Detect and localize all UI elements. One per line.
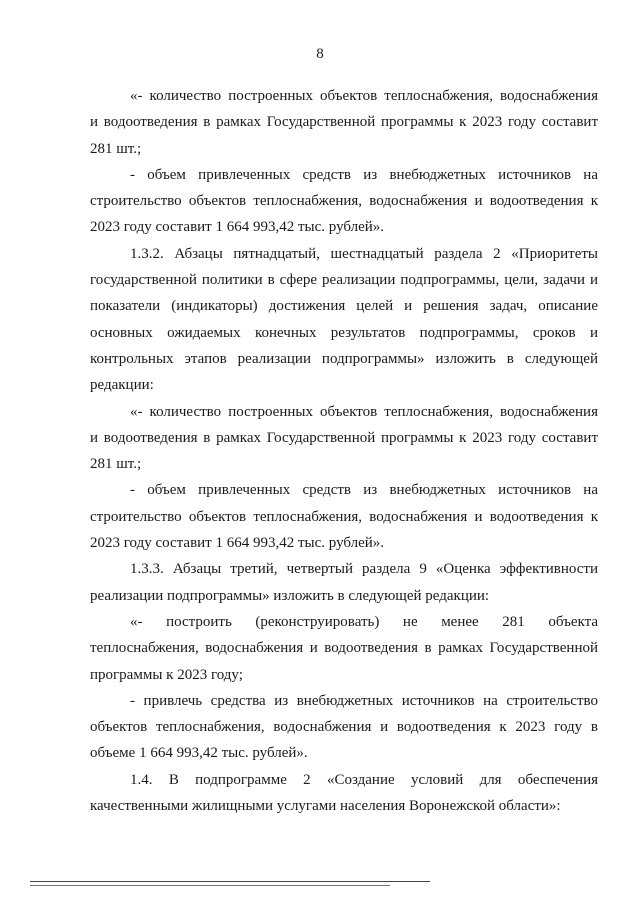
paragraph — [90, 688, 598, 767]
text-line: 1.3.3. Абзацы третий, четвертый раздела 9 «Оценка эффективности — [130, 561, 598, 578]
text-line: показатели (индикаторы) достижения целей и решения задач, описание — [90, 298, 598, 315]
paragraph — [90, 83, 598, 162]
text-line: и водоотведения в рамках Государственной программы к 2023 году составит — [90, 429, 598, 446]
text-line: «- построить (реконструировать) не менее 281 объекта — [130, 613, 598, 630]
text-line: теплоснабжения, водоснабжения и водоотведения в рамках Государственной — [90, 640, 598, 657]
text-line: 1.4. В подпрограмме 2 «Создание условий для обеспечения — [130, 771, 598, 788]
paragraph — [90, 477, 598, 556]
text-line: «- количество построенных объектов теплоснабжения, водоснабжения — [130, 88, 598, 104]
text-line: 2023 году составит 1 664 993,42 тыс. рублей». — [90, 219, 385, 236]
paragraph — [90, 609, 598, 688]
text-line: основных ожидаемых конечных результатов подпрограммы, сроков и — [90, 324, 598, 341]
text-line: - объем привлеченных средств из внебюджетных источников на — [130, 482, 598, 499]
text-line: объеме 1 664 993,42 тыс. рублей». — [90, 745, 308, 762]
paragraph — [90, 162, 598, 241]
text-line: «- количество построенных объектов теплоснабжения, водоснабжения — [130, 403, 598, 420]
footer-divider — [30, 885, 390, 886]
text-line: 281 шт.; — [90, 456, 142, 473]
text-line: объектов теплоснабжения, водоснабжения и водоотведения к 2023 году в — [90, 719, 598, 736]
paragraph — [90, 241, 598, 399]
text-line: - объем привлеченных средств из внебюджетных источников на — [130, 166, 598, 183]
text-line: 2023 году составит 1 664 993,42 тыс. рублей». — [90, 535, 385, 552]
text-line: контрольных этапов реализации подпрограммы» изложить в следующей — [90, 350, 598, 367]
paragraph — [90, 556, 598, 609]
paragraph — [90, 399, 598, 478]
text-line: - привлечь средства из внебюджетных источников на строительство — [130, 692, 598, 709]
text-line: и водоотведения в рамках Государственной программы к 2023 году составит — [90, 114, 598, 131]
document-body — [90, 83, 598, 819]
page-number: 8 — [316, 46, 324, 62]
text-line: государственной политики в сфере реализации подпрограммы, цели, задачи и — [90, 272, 598, 289]
text-line: 281 шт.; — [90, 140, 142, 157]
footer-divider — [30, 881, 430, 882]
text-line: строительство объектов теплоснабжения, водоснабжения и водоотведения к — [90, 508, 598, 525]
paragraph — [90, 767, 598, 820]
text-line: программы к 2023 году; — [90, 666, 243, 683]
text-line: 1.3.2. Абзацы пятнадцатый, шестнадцатый раздела 2 «Приоритеты — [130, 245, 598, 262]
text-line: реализации подпрограммы» изложить в следующей редакции: — [90, 587, 490, 604]
text-line: качественными жилищными услугами населения Воронежской области»: — [90, 798, 561, 815]
text-line: редакции: — [90, 377, 154, 394]
text-line: строительство объектов теплоснабжения, водоснабжения и водоотведения к — [90, 193, 598, 210]
